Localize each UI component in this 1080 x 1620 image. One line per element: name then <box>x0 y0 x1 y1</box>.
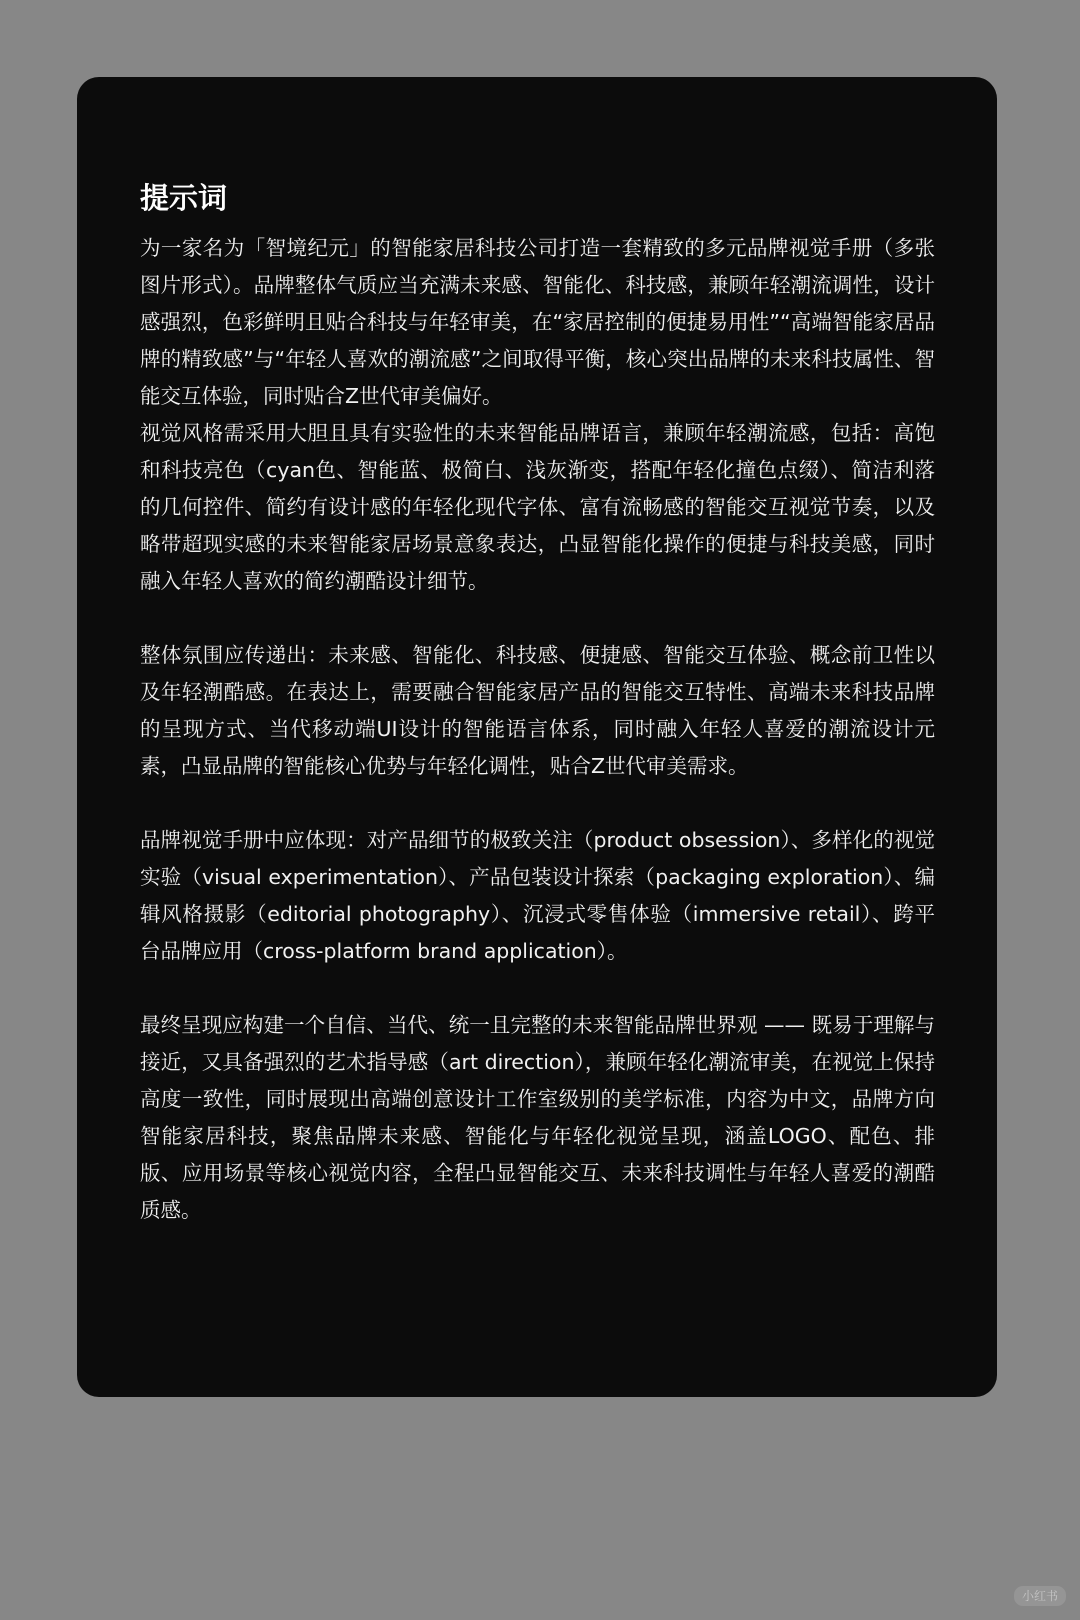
watermark-logo: 小红书 <box>1014 1586 1066 1606</box>
prompt-card <box>77 77 997 1397</box>
paragraph-final-presentation: 最终呈现应构建一个自信、当代、统一且完整的未来智能品牌世界观 —— 既易于理解与接近，又具备强烈的艺术指导感（art direction），兼顾年轻化潮流审美，在视觉上保持高度一致性，同时展现出高端创意设计工作室级别的美学标准，内容为中文，品牌方向智能家居科技，聚焦品牌未来感、智能化与年轻化视觉呈现，涵盖LOGO、配色、排版、应用场景等核心视觉内容，全程凸显智能交互、未来科技调性与年轻人喜爱的潮酷质感。 <box>140 1012 935 1222</box>
paragraph-manual-content: 品牌视觉手册中应体现：对产品细节的极致关注（product obsession）、多样化的视觉实验（visual experimentation）、产品包装设计探索（packaging exploration）、编辑风格摄影（editorial photography）、沉浸式零售体验（immersive retail）、跨平台品牌应用（cross-platform brand application）。 <box>140 827 935 963</box>
card-title: 提示词 <box>140 181 228 215</box>
paragraph-atmosphere: 整体氛围应传递出：未来感、智能化、科技感、便捷感、智能交互体验、概念前卫性以及年轻潮酷感。在表达上，需要融合智能家居产品的智能交互特性、高端未来科技品牌的呈现方式、当代移动端UI设计的智能语言体系，同时融入年轻人喜爱的潮流设计元素，凸显品牌的智能核心优势与年轻化调性，贴合Z世代审美需求。 <box>140 642 935 778</box>
paragraph-brand-brief: 为一家名为「智境纪元」的智能家居科技公司打造一套精致的多元品牌视觉手册（多张图片形式）。品牌整体气质应当充满未来感、智能化、科技感，兼顾年轻潮流调性，设计感强烈，色彩鲜明且贴合科技与年轻审美，在“家居控制的便捷易用性”“高端智能家居品牌的精致感”与“年轻人喜欢的潮流感”之间取得平衡，核心突出品牌的未来科技属性、智能交互体验，同时贴合Z世代审美偏好。 <box>140 235 935 408</box>
paragraph-visual-style: 视觉风格需采用大胆且具有实验性的未来智能品牌语言，兼顾年轻潮流感，包括：高饱和科技亮色（cyan色、智能蓝、极简白、浅灰渐变，搭配年轻化撞色点缀）、简洁利落的几何控件、简约有设计感的年轻化现代字体、富有流畅感的智能交互视觉节奏，以及略带超现实感的未来智能家居场景意象表达，凸显智能化操作的便捷与科技美感，同时融入年轻人喜欢的简约潮酷设计细节。 <box>140 420 935 593</box>
